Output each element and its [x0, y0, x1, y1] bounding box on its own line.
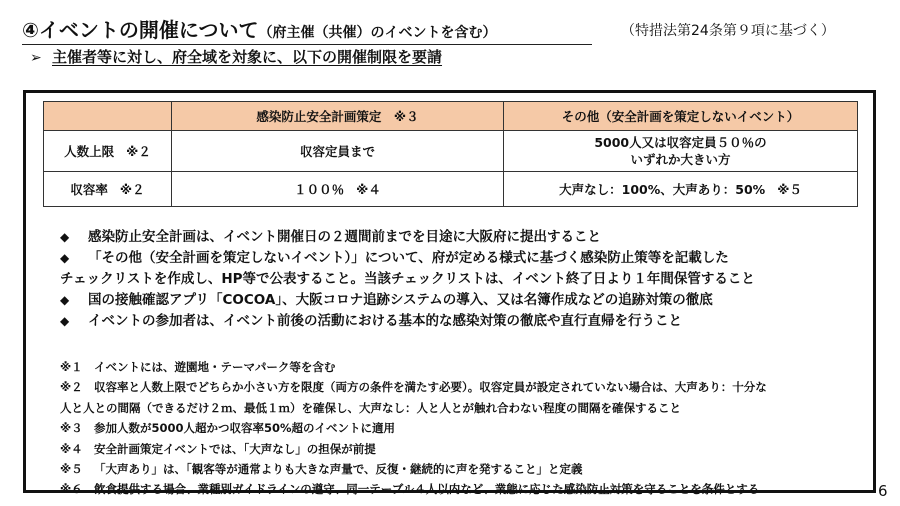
footnote-continuation: 人と人との間隔（できるだけ２ｍ、最低１ｍ）を確保し、大声なし：人と人とが触れ合わない程度の間隔を確保すること	[60, 400, 681, 415]
footnote: ※３ 参加人数が5000人超かつ収容率50%超のイベントに適用	[60, 421, 396, 436]
footnote: ※６ 飲食提供する場合、業種別ガイドラインの遵守、同一テーブル４人以内など、業態に応じた感染防止対策を守ることを条件とする	[60, 482, 760, 497]
list-item: ◆ 感染防止安全計画は、イベント開催日の２週間前までを目途に大阪府に提出すること	[60, 227, 755, 248]
cell-other: 5000人又は収容定員５０％の いずれか大きい方	[504, 131, 858, 172]
page-title-main: ④イベントの開催について	[22, 18, 259, 42]
bullet-list	[60, 227, 755, 332]
table-header-other: その他（安全計画を策定しないイベント）	[504, 102, 858, 131]
limits-table	[43, 101, 858, 207]
table-header-row	[44, 102, 858, 131]
diamond-bullet-icon: ◆	[60, 293, 70, 307]
table-row	[44, 131, 858, 172]
diamond-bullet-icon: ◆	[60, 314, 70, 328]
diamond-bullet-icon: ◆	[60, 251, 70, 265]
subtitle-text: 主催者等に対し、府全域を対象に、以下の開催制限を要請	[52, 48, 443, 66]
page-title-paren: （府主催（共催）のイベントを含む）	[258, 25, 497, 41]
arrow-bullet-icon: ➢	[30, 50, 42, 66]
diamond-bullet-icon: ◆	[60, 230, 70, 244]
footnotes	[60, 357, 767, 500]
subtitle	[30, 46, 442, 67]
page-title	[22, 14, 592, 45]
cell-safety-plan: １００％ ※４	[172, 172, 504, 207]
page-number: 6	[878, 482, 888, 500]
footnote: ※４ 安全計画策定イベントでは、「大声なし」の担保が前提	[60, 441, 376, 456]
legal-basis: （特措法第24条第９項に基づく）	[621, 23, 835, 39]
table-header-safety-plan: 感染防止安全計画策定 ※３	[172, 102, 504, 131]
footnote: ※５ 「大声あり」は、「観客等が通常よりも大きな声量で、反復・継続的に声を発すること」と定義	[60, 462, 583, 477]
cell-other: 大声なし：100%、大声あり：50% ※５	[504, 172, 858, 207]
list-item-continuation: チェックリストを作成し、HP等で公表すること。当該チェックリストは、イベント終了日より１年間保管すること	[60, 271, 755, 287]
list-item: ◆ 国の接触確認アプリ「COCOA」、大阪コロナ追跡システムの導入、又は名簿作成などの追跡対策の徹底	[60, 290, 755, 311]
footnote: ※２ 収容率と人数上限でどちらか小さい方を限度（両方の条件を満たす必要）。収容定員が設定されていない場合は、大声あり：十分な	[60, 380, 767, 395]
table-header-empty	[44, 102, 172, 131]
table-row	[44, 172, 858, 207]
list-item: ◆ 「その他（安全計画を策定しないイベント）」について、府が定める様式に基づく感染防止策等を記載した	[60, 248, 755, 269]
footnote: ※１ イベントには、遊園地・テーマパーク等を含む	[60, 360, 336, 374]
row-label: 人数上限 ※２	[44, 131, 172, 172]
cell-safety-plan: 収容定員まで	[172, 131, 504, 172]
row-label: 収容率 ※２	[44, 172, 172, 207]
list-item: ◆ イベントの参加者は、イベント前後の活動における基本的な感染対策の徹底や直行直帰を行うこと	[60, 311, 755, 332]
